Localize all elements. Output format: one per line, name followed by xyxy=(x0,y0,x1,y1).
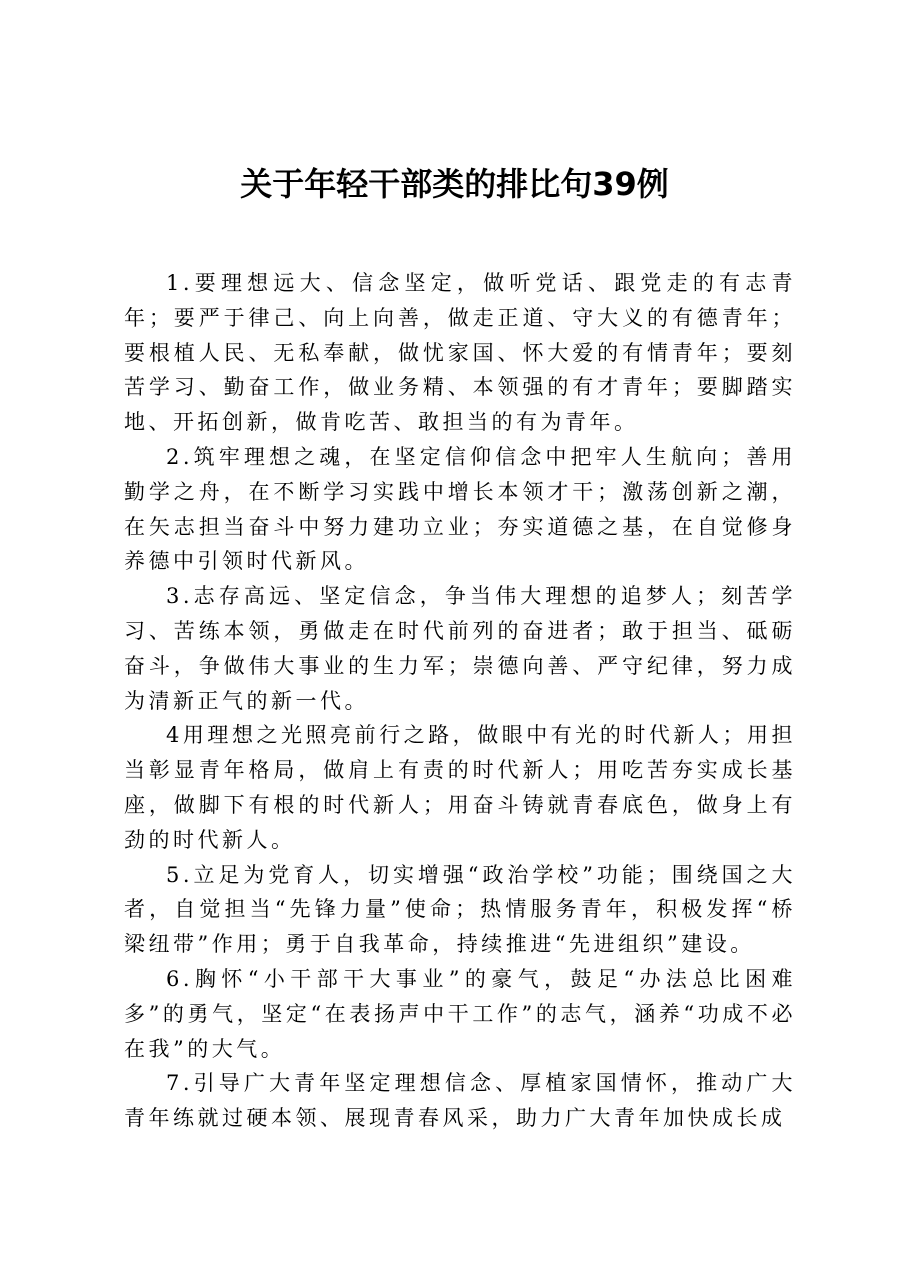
paragraph-4: 4用理想之光照亮前行之路，做眼中有光的时代新人；用担当彰显青年格局，做肩上有责的时代新人；用吃苦夯实成长基座，做脚下有根的时代新人；用奋斗铸就青春底色，做身上有劲的时代新人。 xyxy=(124,723,796,852)
paragraph-2: 2.筑牢理想之魂，在坚定信仰信念中把牢人生航向；善用勤学之舟，在不断学习实践中增长本领才干；激荡创新之潮，在矢志担当奋斗中努力建功立业；夯实道德之基，在自觉修身养德中引领时代新风。 xyxy=(124,444,796,574)
paragraph-1: 1.要理想远大、信念坚定，做听党话、跟党走的有志青年；要严于律己、向上向善，做走正道、守大义的有德青年；要根植人民、无私奉献，做忧家国、怀大爱的有情青年；要刻苦学习、勤奋工作，做业务精、本领强的有才青年；要脚踏实地、开拓创新，做肯吃苦、敢担当的有为青年。 xyxy=(124,271,796,435)
paragraph-5: 5.立足为党育人，切实增强“政治学校”功能；围绕国之大者，自觉担当“先锋力量”使命；热情服务青年，积极发挥“桥梁纽带”作用；勇于自我革命，持续推进“先进组织”建设。 xyxy=(124,862,796,957)
paragraph-6: 6.胸怀“小干部干大事业”的豪气，鼓足“办法总比困难多”的勇气，坚定“在表扬声中干工作”的志气，涵养“功成不必在我”的大气。 xyxy=(124,966,796,1061)
document-body xyxy=(124,266,796,1136)
paragraph-3: 3.志存高远、坚定信念，争当伟大理想的追梦人；刻苦学习、苦练本领，勇做走在时代前列的奋进者；敢于担当、砥砺奋斗，争做伟大事业的生力军；崇德向善、严守纪律，努力成为清新正气的新一代。 xyxy=(124,584,796,713)
document-title: 关于年轻干部类的排比句39例 xyxy=(240,165,669,203)
paragraph-7: 7.引导广大青年坚定理想信念、厚植家国情怀，推动广大青年练就过硬本领、展现青春风采，助力广大青年加快成长成 xyxy=(124,1071,796,1131)
